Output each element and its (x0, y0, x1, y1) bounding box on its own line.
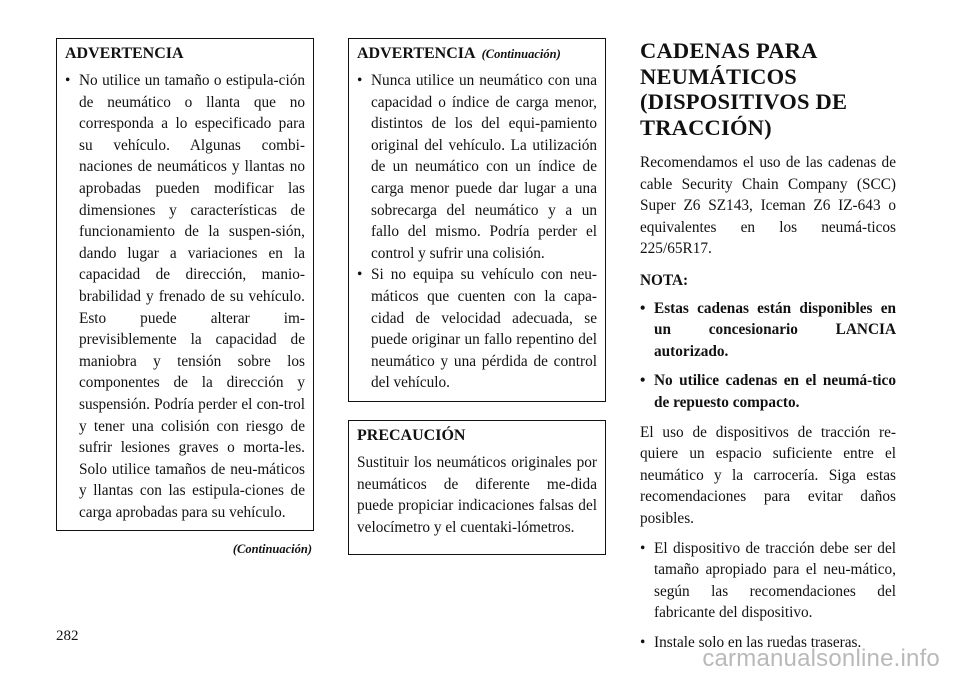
section-heading: CADENAS PARA NEUMÁTICOS (DISPOSITIVOS DE TRACCIÓN) (640, 38, 848, 140)
recommendation-bullet: • El dispositivo de tracción debe ser del tamaño apropiado para el neu-mático, según las recomendaciones del fabricante del dispositivo. (640, 538, 896, 624)
note-bullet: • Estas cadenas están disponibles en un concesionario LANCIA autorizado. (640, 298, 896, 363)
caution-box (348, 420, 606, 555)
warning-bullet-list (65, 70, 305, 523)
middle-column (348, 38, 606, 555)
warning-bullet: • Si no equipa su vehículo con neu-máticos que cuenten con la capa-cidad de velocidad adecuada, se puede originar un fallo repentino del neumático y una pérdida de control del vehículo. (357, 264, 597, 394)
note-bullet: • No utilice cadenas en el neumá-tico de repuesto compacto. (640, 370, 896, 413)
warning-bullet-list (357, 70, 597, 394)
warning-title-text: ADVERTENCIA (357, 45, 476, 62)
warning-bullet: • No utilice un tamaño o estipula-ción de neumático o llanta que no corresponda a lo especificado para su vehículo. Algunas combi-naciones de neumáticos y llantas no aprobadas pueden modificar las dimensiones y características de funcionamiento de la suspen-sión, dando lugar a variaciones en la capacidad de dirección, manio-brabilidad y frenado de su vehículo. Esto puede alterar im-previsiblemente la capacidad de maniobra y tensión sobre los componentes de la dirección y suspensión. Podría perder el con-trol y tener una colisión con riesgo de sufrir lesiones graves o morta-les. Solo utilice tamaños de neu-máticos y llantas con las estipula-ciones de carga aprobadas para su vehículo. (65, 70, 305, 523)
warning-title: ADVERTENCIA (65, 45, 184, 62)
intro-paragraph: Recomendamos el uso de las cadenas de cable Security Chain Company (SCC) Super Z6 SZ143, Iceman Z6 IZ-643 o equivalentes en los neumá-ticos 225/65R17. (640, 154, 896, 258)
recommendation-list (640, 538, 896, 654)
warning-bullet: • Nunca utilice un neumático con una capacidad o índice de carga menor, distintos de los del equi-pamiento original del vehículo. La utilización de un neumático con un índice de carga menor puede dar lugar a una sobrecarga del neumático y a un fallo del mismo. Podría perder el control y sufrir una colisión. (357, 70, 597, 264)
warning-box-continued (348, 38, 606, 402)
left-column (56, 38, 314, 561)
right-column (640, 38, 896, 661)
page-number: 282 (56, 628, 79, 644)
caution-title: PRECAUCIÓN (357, 426, 466, 444)
warning-box-left (56, 38, 314, 531)
caution-text: Sustituir los neumáticos originales por neumáticos de diferente me-dida puede propiciar indicaciones falsas del velocímetro y el cuentaki-lómetros. (357, 453, 597, 536)
continued-note: (Continuación) (232, 542, 312, 557)
watermark: carmanualsonline.info (702, 645, 940, 672)
warning-title-continued (357, 44, 597, 64)
body-paragraph: El uso de dispositivos de tracción re-quiere un espacio suficiente entre el neumático y la carrocería. Siga estas recomendaciones para evitar daños posibles. (640, 423, 896, 527)
note-bullet-list (640, 298, 896, 414)
warning-title-suffix: (Continuación) (481, 47, 561, 61)
recommendation-bullet: • Instale solo en las ruedas traseras. (640, 632, 896, 654)
note-label: NOTA: (640, 271, 689, 289)
